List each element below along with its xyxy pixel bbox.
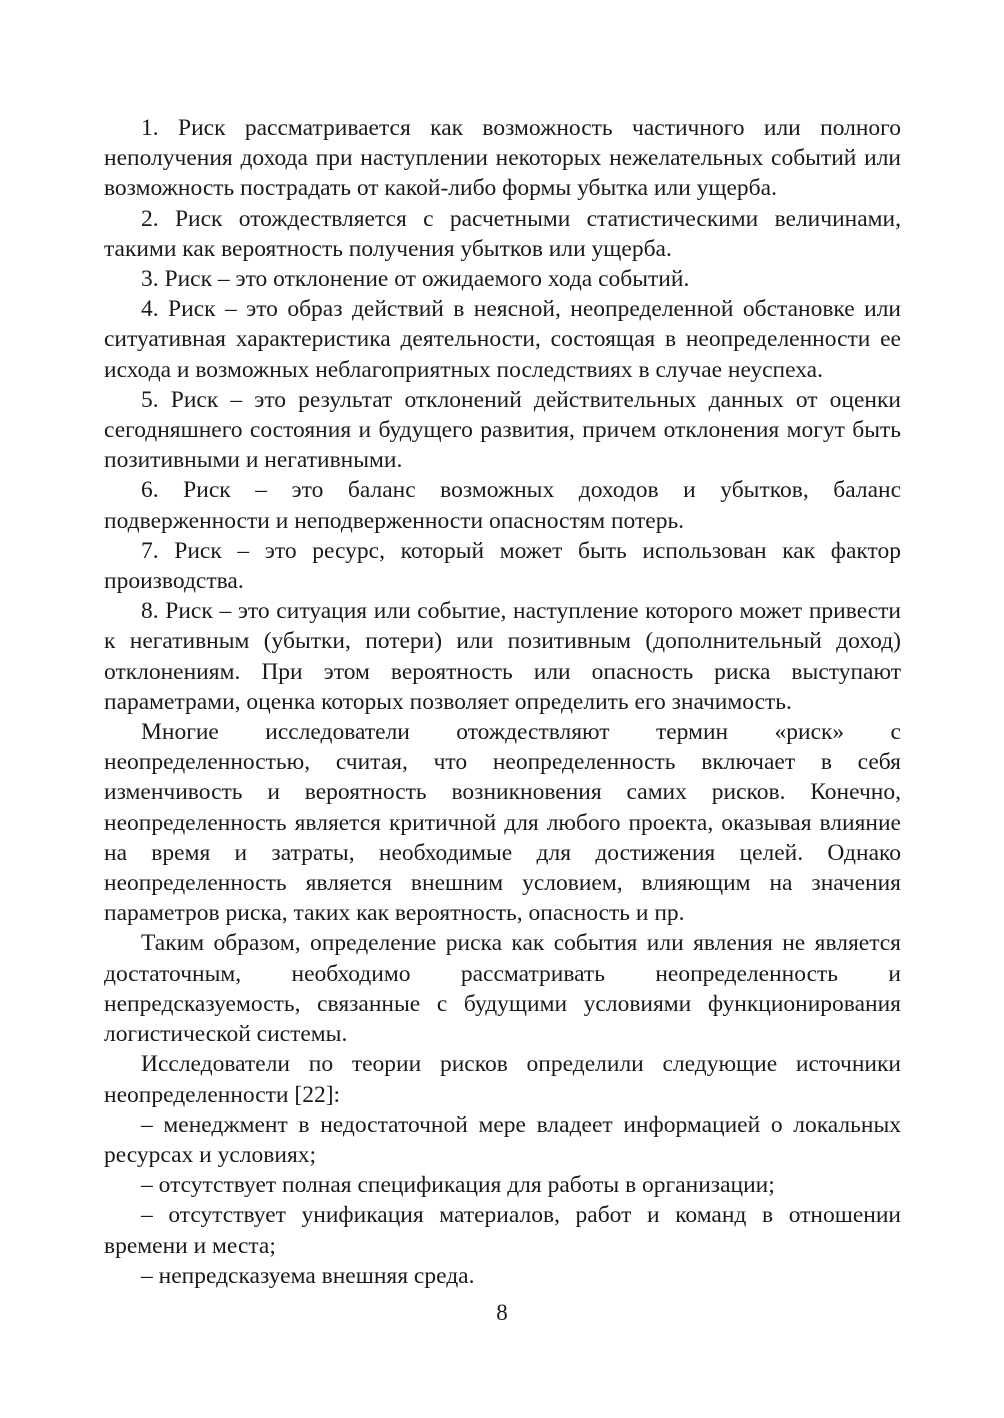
paragraph-6: 6. Риск – это баланс возможных доходов и убытков, баланс подверженности и неподверженности опасностям потерь.	[104, 477, 901, 534]
page-body	[104, 113, 901, 1291]
list-item-environment: – непредсказуема внешняя среда.	[141, 1262, 475, 1289]
paragraph-8: 8. Риск – это ситуация или событие, наступление которого может привести к негативным (убытки, потери) или позитивным (дополнительный доход) отклонениям. При этом вероятность или опасность риска выступают параметрами, оценка которых позволяет определить его значимость.	[104, 598, 901, 715]
list-item-specification: – отсутствует полная спецификация для работы в организации;	[141, 1172, 775, 1199]
paragraph-4: 4. Риск – это образ действий в неясной, неопределенной обстановке или ситуативная характеристика деятельности, состоящая в неопределенности ее исхода и возможных неблагоприятных последствиях в случае неуспеха.	[104, 296, 901, 383]
list-item-management: – менеджмент в недостаточной мере владеет информацией о локальных ресурсах и условиях;	[104, 1111, 901, 1168]
paragraph-sources-intro: Исследователи по теории рисков определили следующие источники неопределенности [22]:	[104, 1051, 901, 1108]
paragraph-uncertainty: Многие исследователи отождествляют термин «риск» с неопределенностью, считая, что неопределенность включает в себя изменчивость и вероятность возникновения самих рисков. Конечно, неопределенность является критичной для любого проекта, оказывая влияние на время и затраты, необходимые для достижения целей. Однако неопределенность является внешним условием, влияющим на значения параметров риска, таких как вероятность, опасность и пр.	[104, 719, 901, 927]
paragraph-2: 2. Риск отождествляется с расчетными статистическими величинами, такими как вероятность получения убытков или ущерба.	[104, 205, 901, 262]
paragraph-conclusion: Таким образом, определение риска как события или явления не является достаточным, необходимо рассматривать неопределенность и непредсказуемость, связанные с будущими условиями функционирования логистической системы.	[104, 930, 901, 1048]
list-item-unification: – отсутствует унификация материалов, работ и команд в отношении времени и места;	[104, 1202, 901, 1259]
paragraph-5: 5. Риск – это результат отклонений действительных данных от оценки сегодняшнего состояния и будущего развития, причем отклонения могут быть позитивными и негативными.	[104, 386, 901, 474]
paragraph-1: 1. Риск рассматривается как возможность частичного или полного неполучения дохода при наступлении некоторых нежелательных событий или возможность пострадать от какой-либо формы убытка или ущерба.	[104, 115, 901, 202]
paragraph-3: 3. Риск – это отклонение от ожидаемого хода событий.	[141, 266, 690, 293]
page-number: 8	[496, 1300, 508, 1325]
paragraph-7: 7. Риск – это ресурс, который может быть использован как фактор производства.	[104, 537, 901, 595]
